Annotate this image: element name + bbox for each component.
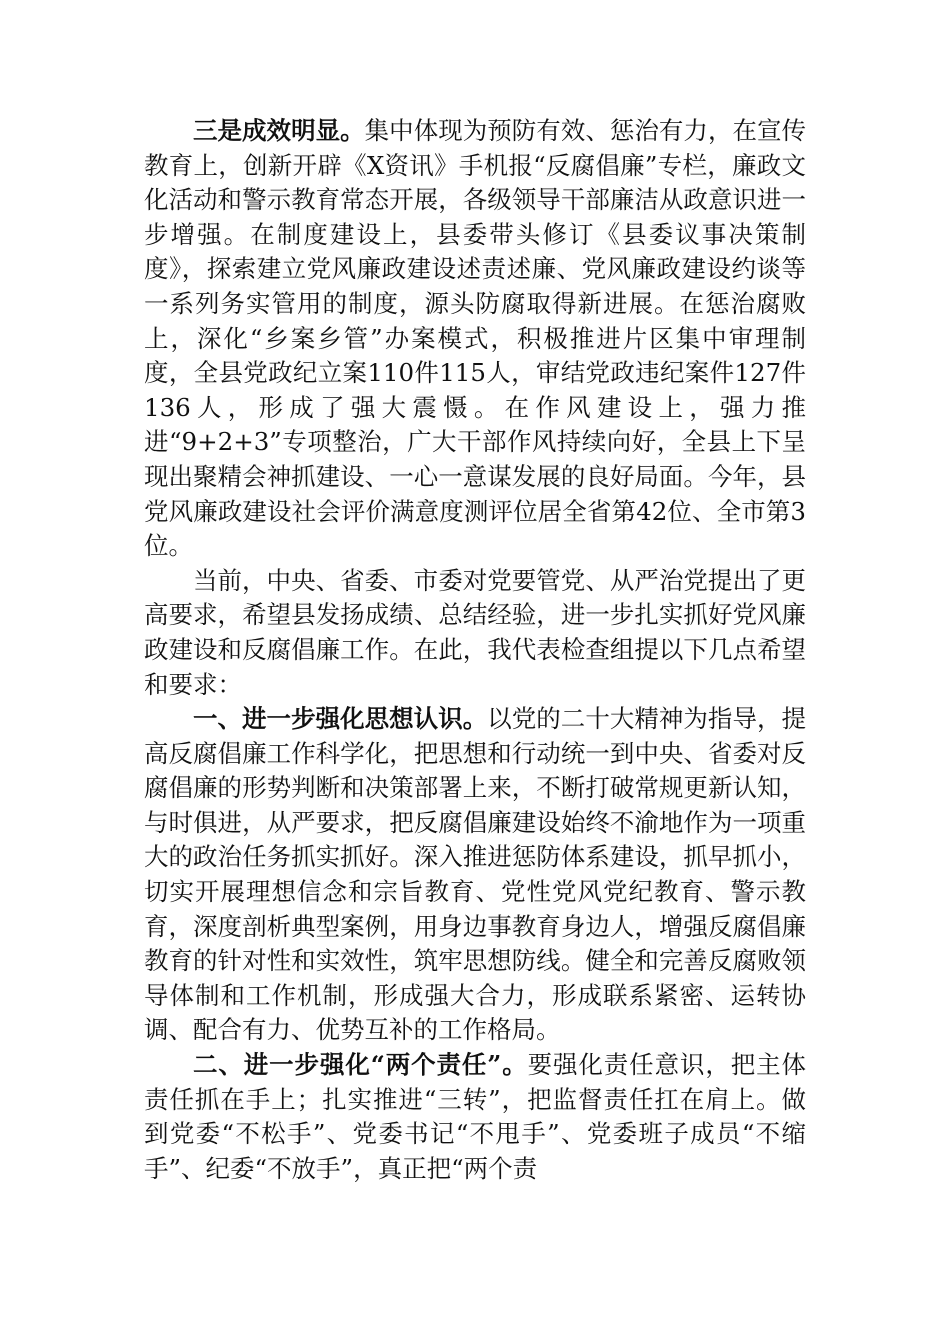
document-page <box>144 114 806 1186</box>
paragraph-results <box>144 114 806 564</box>
paragraph-requirements-intro <box>144 564 806 702</box>
paragraph-ideology <box>144 702 806 1048</box>
paragraph-text: 要强化责任意识，把主体责任抓在手上；扎实推进“三转”，把监督责任扛在肩上。做到党委“不松手”、党委书记“不甩手”、党委班子成员“不缩手”、纪委“不放手”，真正把“两个责 <box>144 1050 807 1183</box>
paragraph-responsibility <box>144 1048 806 1186</box>
paragraph-heading: 三是成效明显。 <box>193 116 365 145</box>
paragraph-heading: 一、进一步强化思想认识。 <box>193 704 488 734</box>
paragraph-text: 以党的二十大精神为指导，提高反腐倡廉工作科学化，把思想和行动统一到中央、省委对反腐倡廉的形势判断和决策部署上来，不断打破常规更新认知，与时俱进，从严要求，把反腐倡廉建设始终不渝地作为一项重大的政治任务抓实抓好。深入推进惩防体系建设，抓早抓小，切实开展理想信念和宗旨教育、党性党风党纪教育、警示教育，深度剖析典型案例，用身边事教育身边人，增强反腐倡廉教育的针对性和实效性，筑牢思想防线。健全和完善反腐败领导体制和工作机制，形成强大合力，形成联系紧密、运转协调、配合有力、优势互补的工作格局。 <box>144 704 806 1045</box>
paragraph-heading: 二、进一步强化“两个责任”。 <box>193 1050 528 1080</box>
paragraph-text: 集中体现为预防有效、惩治有力，在宣传教育上，创新开辟《X资讯》手机报“反腐倡廉”专栏，廉政文化活动和警示教育常态开展，各级领导干部廉洁从政意识进一步增强。在制度建设上，县委带头修订《县委议事决策制度》，探索建立党风廉政建设述责述廉、党风廉政建设约谈等一系列务实管用的制度，源头防腐取得新进展。在惩治腐败上，深化“乡案乡管”办案模式，积极推进片区集中审理制度，全县党政纪立案110件115人，审结党政违纪案件127件136人，形成了强大震慑。在作风建设上，强力推进“9+2+3”专项整治，广大干部作风持续向好，全县上下呈现出聚精会神抓建设、一心一意谋发展的良好局面。今年，县党风廉政建设社会评价满意度测评位居全省第42位、全市第3位。 <box>144 116 807 561</box>
paragraph-text: 当前，中央、省委、市委对党要管党、从严治党提出了更高要求，希望县发扬成绩、总结经验，进一步扎实抓好党风廉政建设和反腐倡廉工作。在此，我代表检查组提以下几点希望和要求： <box>144 565 806 699</box>
